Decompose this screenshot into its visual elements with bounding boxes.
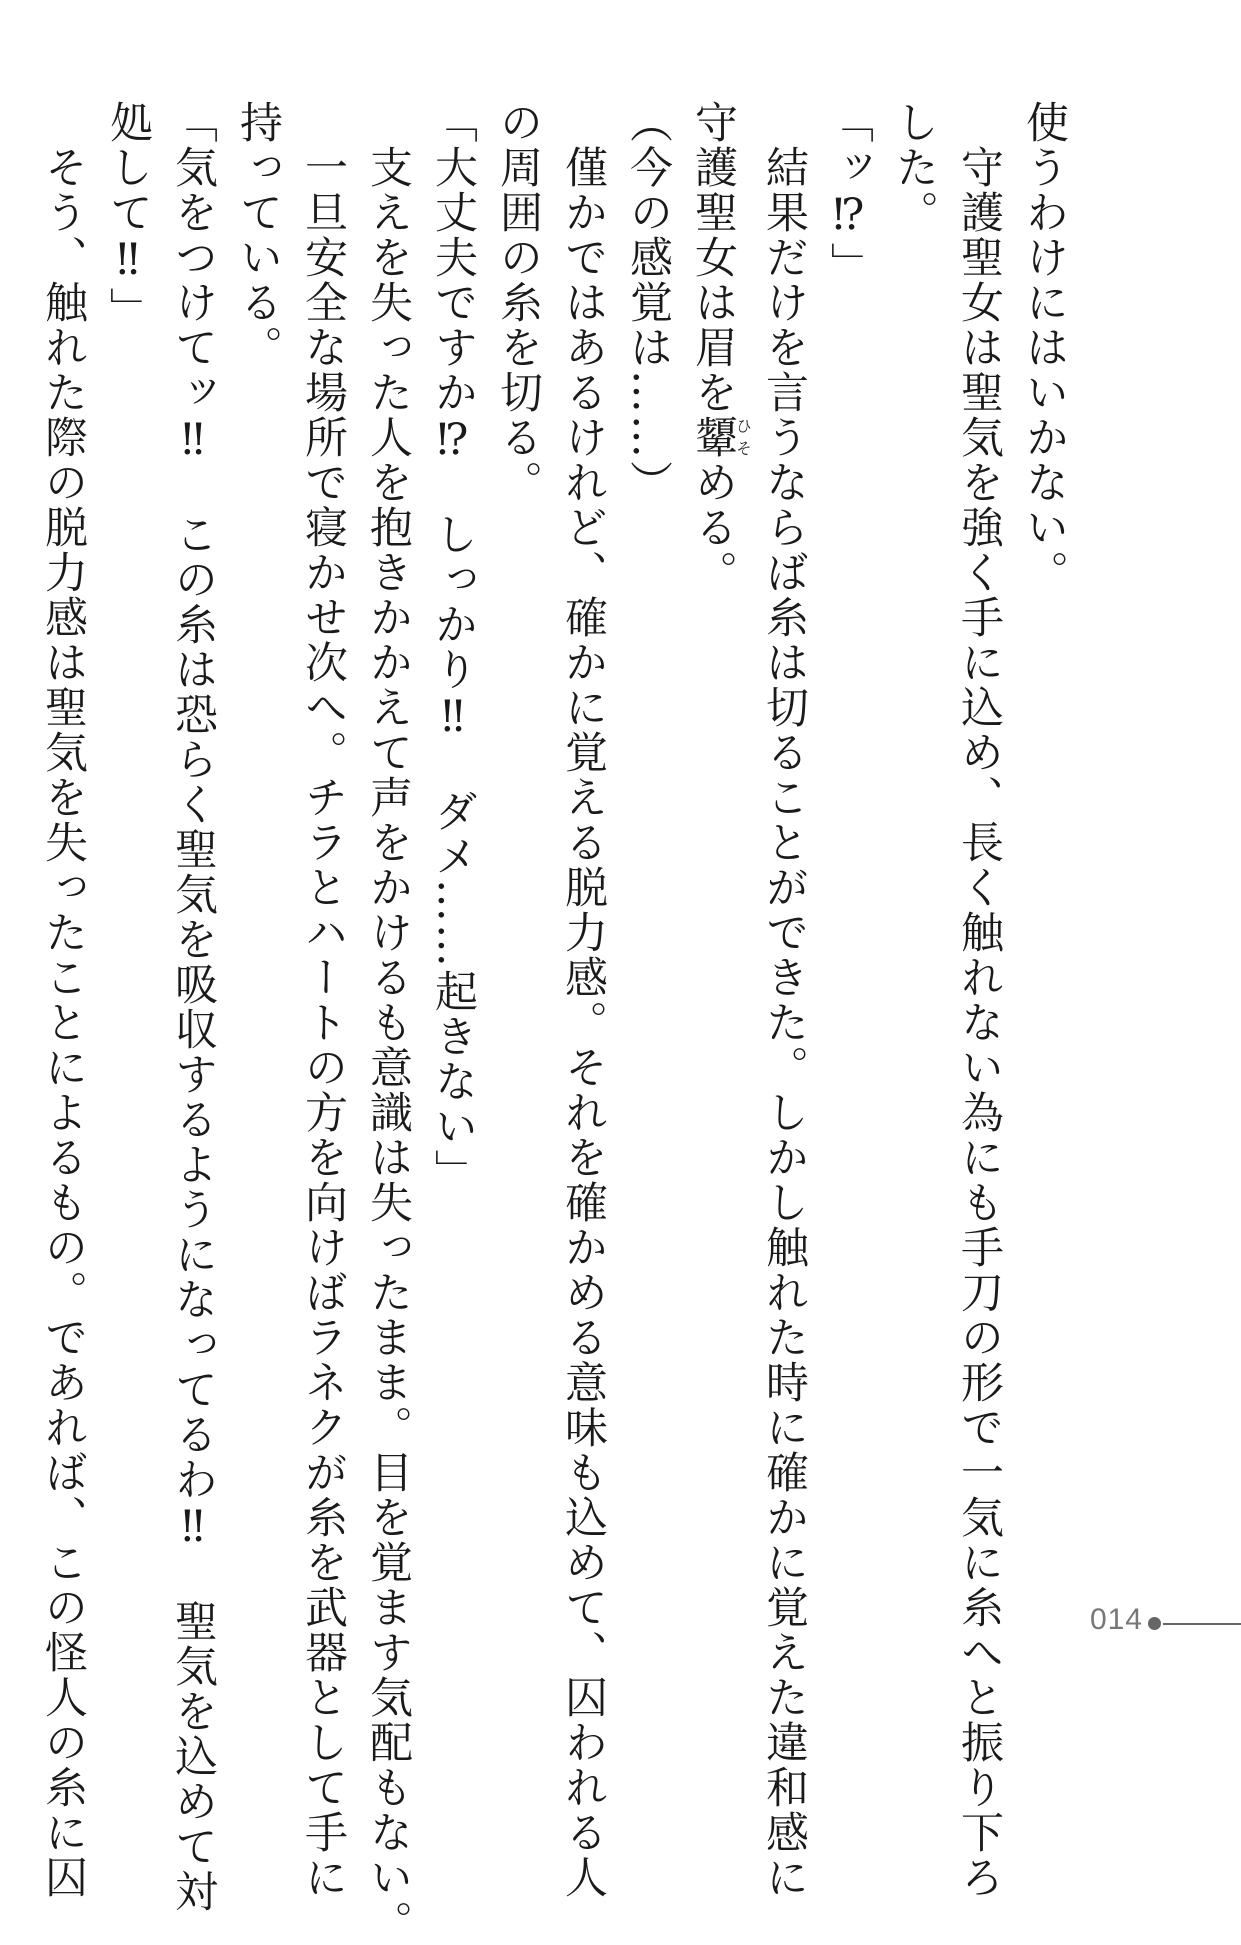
- text-line: （今の感覚は……）: [623, 100, 673, 505]
- ruby-annotation: 顰ひそ: [688, 415, 753, 460]
- text-line: した。: [889, 100, 939, 235]
- text-line: の周囲の糸を切る。: [493, 100, 543, 505]
- text-line: 「気をつけてッ‼ この糸は恐らく聖気を吸収するようになってるわ‼ 聖気を込めて対: [168, 100, 218, 1914]
- ruby-reading: ひそ: [733, 415, 753, 460]
- text-line: 「ッ⁉」: [824, 100, 874, 287]
- text-line: 処して‼」: [103, 100, 153, 332]
- text-line: 持っている。: [233, 100, 283, 370]
- text-line: 僅かではあるけれど、確かに覚える脱力感。それを確かめる意味も込めて、囚われる人: [558, 100, 608, 1900]
- text-line: そう、触れた際の脱力感は聖気を失ったことによるもの。であれば、この怪人の糸に囚: [38, 100, 88, 1900]
- page-number: 014: [1089, 1603, 1143, 1636]
- text-line: 結果だけを言うならば糸は切ることができた。しかし触れた時に確かに覚えた違和感に: [759, 100, 809, 1900]
- text-line: 支えを失った人を抱きかかえて声をかけるも意識は失ったまま。目を覚ます気配もない。: [363, 100, 413, 1945]
- text-line-with-ruby: 守護聖女は眉を顰ひそめる。: [688, 100, 753, 595]
- text-line: 使うわけにはいかない。: [1019, 100, 1069, 595]
- text-line: 「大丈夫ですか⁉ しっかり‼ ダメ……起きない」: [428, 100, 478, 1194]
- text-line: 一旦安全な場所で寝かせ次へ。チラとハートの方を向けばラネクが糸を武器として手に: [298, 100, 348, 1900]
- page-marker-rule: [1163, 1623, 1241, 1625]
- vertical-text-body: [30, 100, 1076, 1945]
- page-footer: [981, 1600, 1241, 1650]
- page-marker-dot: [1148, 1617, 1161, 1630]
- text-line: 守護聖女は聖気を強く手に込め、長く触れない為にも手刀の形で一気に糸へと振り下ろ: [954, 100, 1004, 1900]
